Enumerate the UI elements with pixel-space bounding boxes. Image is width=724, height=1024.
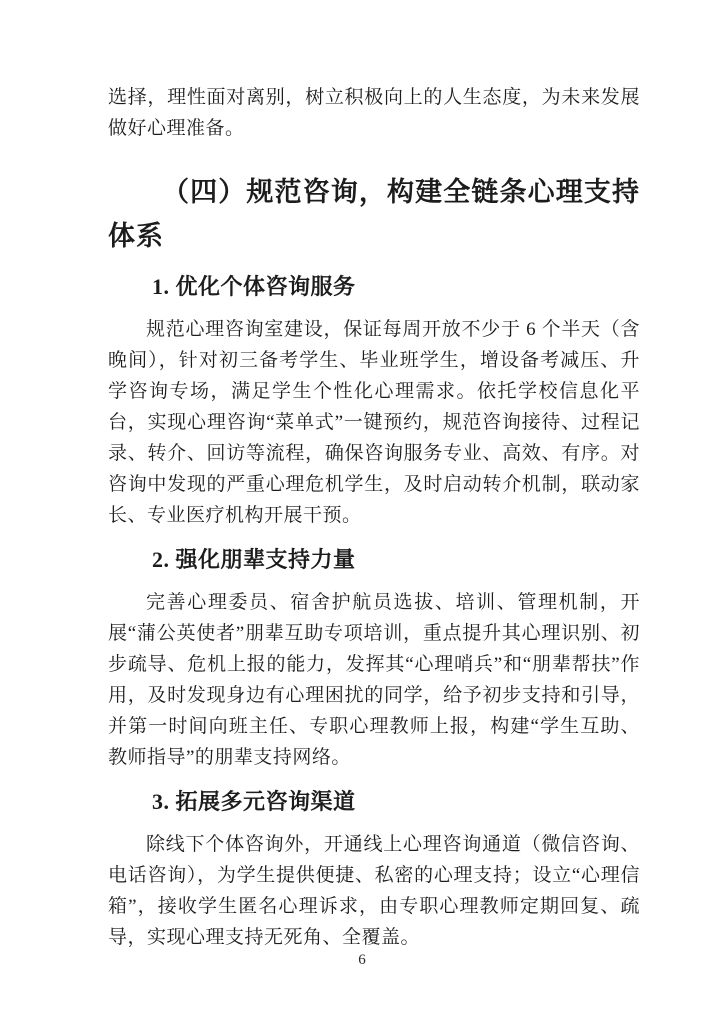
- subsection-1-body: 规范心理咨询室建设，保证每周开放不少于 6 个半天（含晚间），针对初三备考学生、毕业班学生，增设备考减压、升学咨询专场，满足学生个性化心理需求。依托学校信息化平台，实现心理咨询“菜单式”一键预约，规范咨询接待、过程记录、转介、回访等流程，确保咨询服务专业、高效、有序。对咨询中发现的严重心理危机学生，及时启动转介机制，联动家长、专业医疗机构开展干预。: [108, 319, 640, 526]
- subsection-1-heading: 1. 优化个体咨询服务: [152, 274, 356, 299]
- page-number: 6: [358, 952, 366, 968]
- subsection-2-heading: 2. 强化朋辈支持力量: [152, 547, 356, 572]
- intro-paragraph: 选择，理性面对离别，树立积极向上的人生态度，为未来发展做好心理准备。: [108, 87, 640, 139]
- subsection-3-body: 除线下个体咨询外，开通线上心理咨询通道（微信咨询、电话咨询），为学生提供便捷、私密的心理支持；设立“心理信箱”，接收学生匿名心理诉求，由专职心理教师定期回复、疏导，实现心理支持无死角、全覆盖。: [108, 834, 640, 948]
- subsection-3-heading: 3. 拓展多元咨询渠道: [152, 789, 356, 814]
- subsection-3: [108, 787, 640, 953]
- section-heading: （四）规范咨询，构建全链条心理支持体系: [108, 177, 640, 251]
- subsection-2: [108, 545, 640, 773]
- subsection-2-body: 完善心理委员、宿舍护航员选拔、培训、管理机制，开展“蒲公英使者”朋辈互助专项培训，重点提升其心理识别、初步疏导、危机上报的能力，发挥其“心理哨兵”和“朋辈帮扶”作用，及时发现身边有心理困扰的同学，给予初步支持和引导，并第一时间向班主任、专职心理教师上报，构建“学生互助、教师指导”的朋辈支持网络。: [108, 592, 640, 768]
- page-footer: [0, 950, 724, 970]
- subsection-1: [108, 272, 640, 531]
